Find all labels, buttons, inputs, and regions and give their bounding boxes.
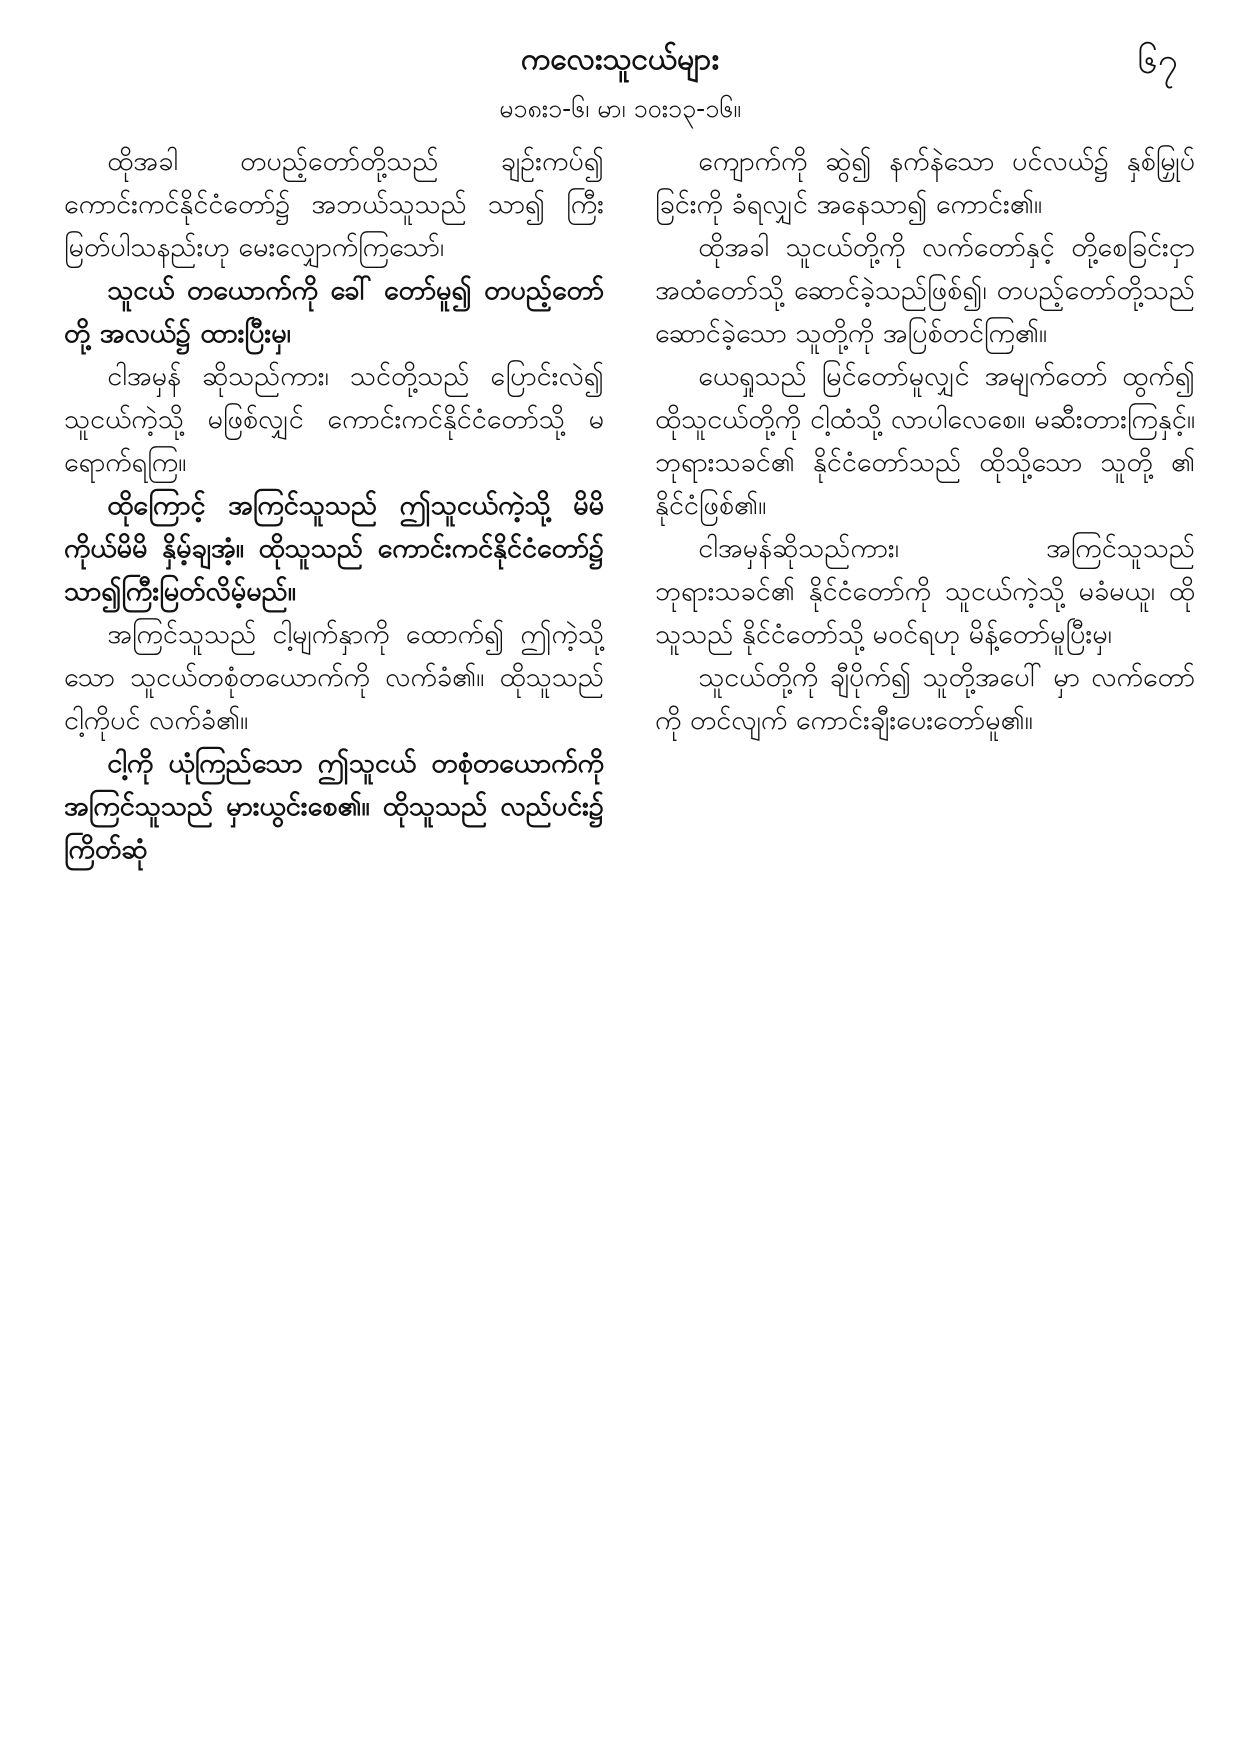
paragraph: ငါ့ကို ယုံကြည်သော ဤသူငယ် တစုံတယောက်ကို အကြင်သူသည် မှားယွင်းစေ၏။ ထိုသူသည် လည်ပင်း၌ ကြိတ်ဆုံ — [64, 748, 604, 865]
scripture-reference: မ၁၈း၁-၆၊ မာ၊ ၁၀း၁၃-၁၆။ — [499, 94, 741, 123]
paragraph: ထိုအခါ တပည့်တော်တို့သည် ချဉ်းကပ်၍ ကောင်းကင်နိုင်ငံတော်၌ အဘယ်သူသည် သာ၍ ကြီးမြတ်ပါသနည်းဟု မေးလျှောက်ကြသော်၊ — [64, 146, 604, 263]
left-column — [64, 140, 604, 871]
paragraph: ကျောက်ကို ဆွဲ၍ နက်နဲသော ပင်လယ်၌ နှစ်မြှုပ်ခြင်းကို ခံရလျှင် အနေသာ၍ ကောင်း၏။ — [655, 146, 1195, 220]
running-title: ကလေးသူငယ်များ — [521, 42, 719, 77]
paragraph: သူငယ်တို့ကို ချီပိုက်၍ သူတို့အပေါ် မှာ လက်တော်ကို တင်လျက် ကောင်းချီးပေးတော်မူ၏။ — [655, 662, 1195, 736]
paragraph: ငါအမှန်ဆိုသည်ကား၊ အကြင်သူသည် ဘုရားသခင်၏ နိုင်ငံတော်ကို သူငယ်ကဲ့သို့ မခံမယူ၊ ထိုသူသည် နိုင်ငံတော်သို့ မဝင်ရဟု မိန့်တော်မူပြီးမှ၊ — [655, 533, 1195, 650]
right-column — [655, 140, 1195, 742]
paragraph: အကြင်သူသည် ငါ့မျက်နှာကို ထောက်၍ ဤကဲ့သို့သော သူငယ်တစုံတယောက်ကို လက်ခံ၏။ ထိုသူသည် ငါ့ကိုပင် လက်ခံ၏။ — [64, 619, 604, 736]
paragraph: သူငယ် တယောက်ကို ခေါ် တော်မူ၍ တပည့်တော်တို့ အလယ်၌ ထားပြီးမှ၊ — [64, 275, 604, 349]
page-number: ၆၇ — [1137, 41, 1178, 82]
paragraph: ယေရှုသည် မြင်တော်မူလျှင် အမျက်တော် ထွက်၍ ထိုသူငယ်တို့ကို ငါ့ထံသို့ လာပါလေစေ။ မဆီးတားကြနှင့်။ ဘုရားသခင်၏ နိုင်ငံတော်သည် ထိုသို့သော သူတို့ ၏ နိုင်ငံဖြစ်၏။ — [655, 361, 1195, 521]
paragraph: ငါအမှန် ဆိုသည်ကား၊ သင်တို့သည် ပြောင်းလဲ၍ သူငယ်ကဲ့သို့ မဖြစ်လျှင် ကောင်းကင်နိုင်ငံတော်သို့ မရောက်ရကြ။ — [64, 361, 604, 478]
paragraph: ထိုအခါ သူငယ်တို့ကို လက်တော်နှင့် တို့စေခြင်းငှာ အထံတော်သို့ ဆောင်ခဲ့သည်ဖြစ်၍၊ တပည့်တော်တို့သည် ဆောင်ခဲ့သော သူတို့ကို အပြစ်တင်ကြ၏။ — [655, 232, 1195, 349]
paragraph: ထိုကြောင့် အကြင်သူသည် ဤသူငယ်ကဲ့သို့ မိမိကိုယ်မိမိ နှိမ့်ချအံ့။ ထိုသူသည် ကောင်းကင်နိုင်ငံတော်၌ သာ၍ကြီးမြတ်လိမ့်မည်။ — [64, 490, 604, 607]
